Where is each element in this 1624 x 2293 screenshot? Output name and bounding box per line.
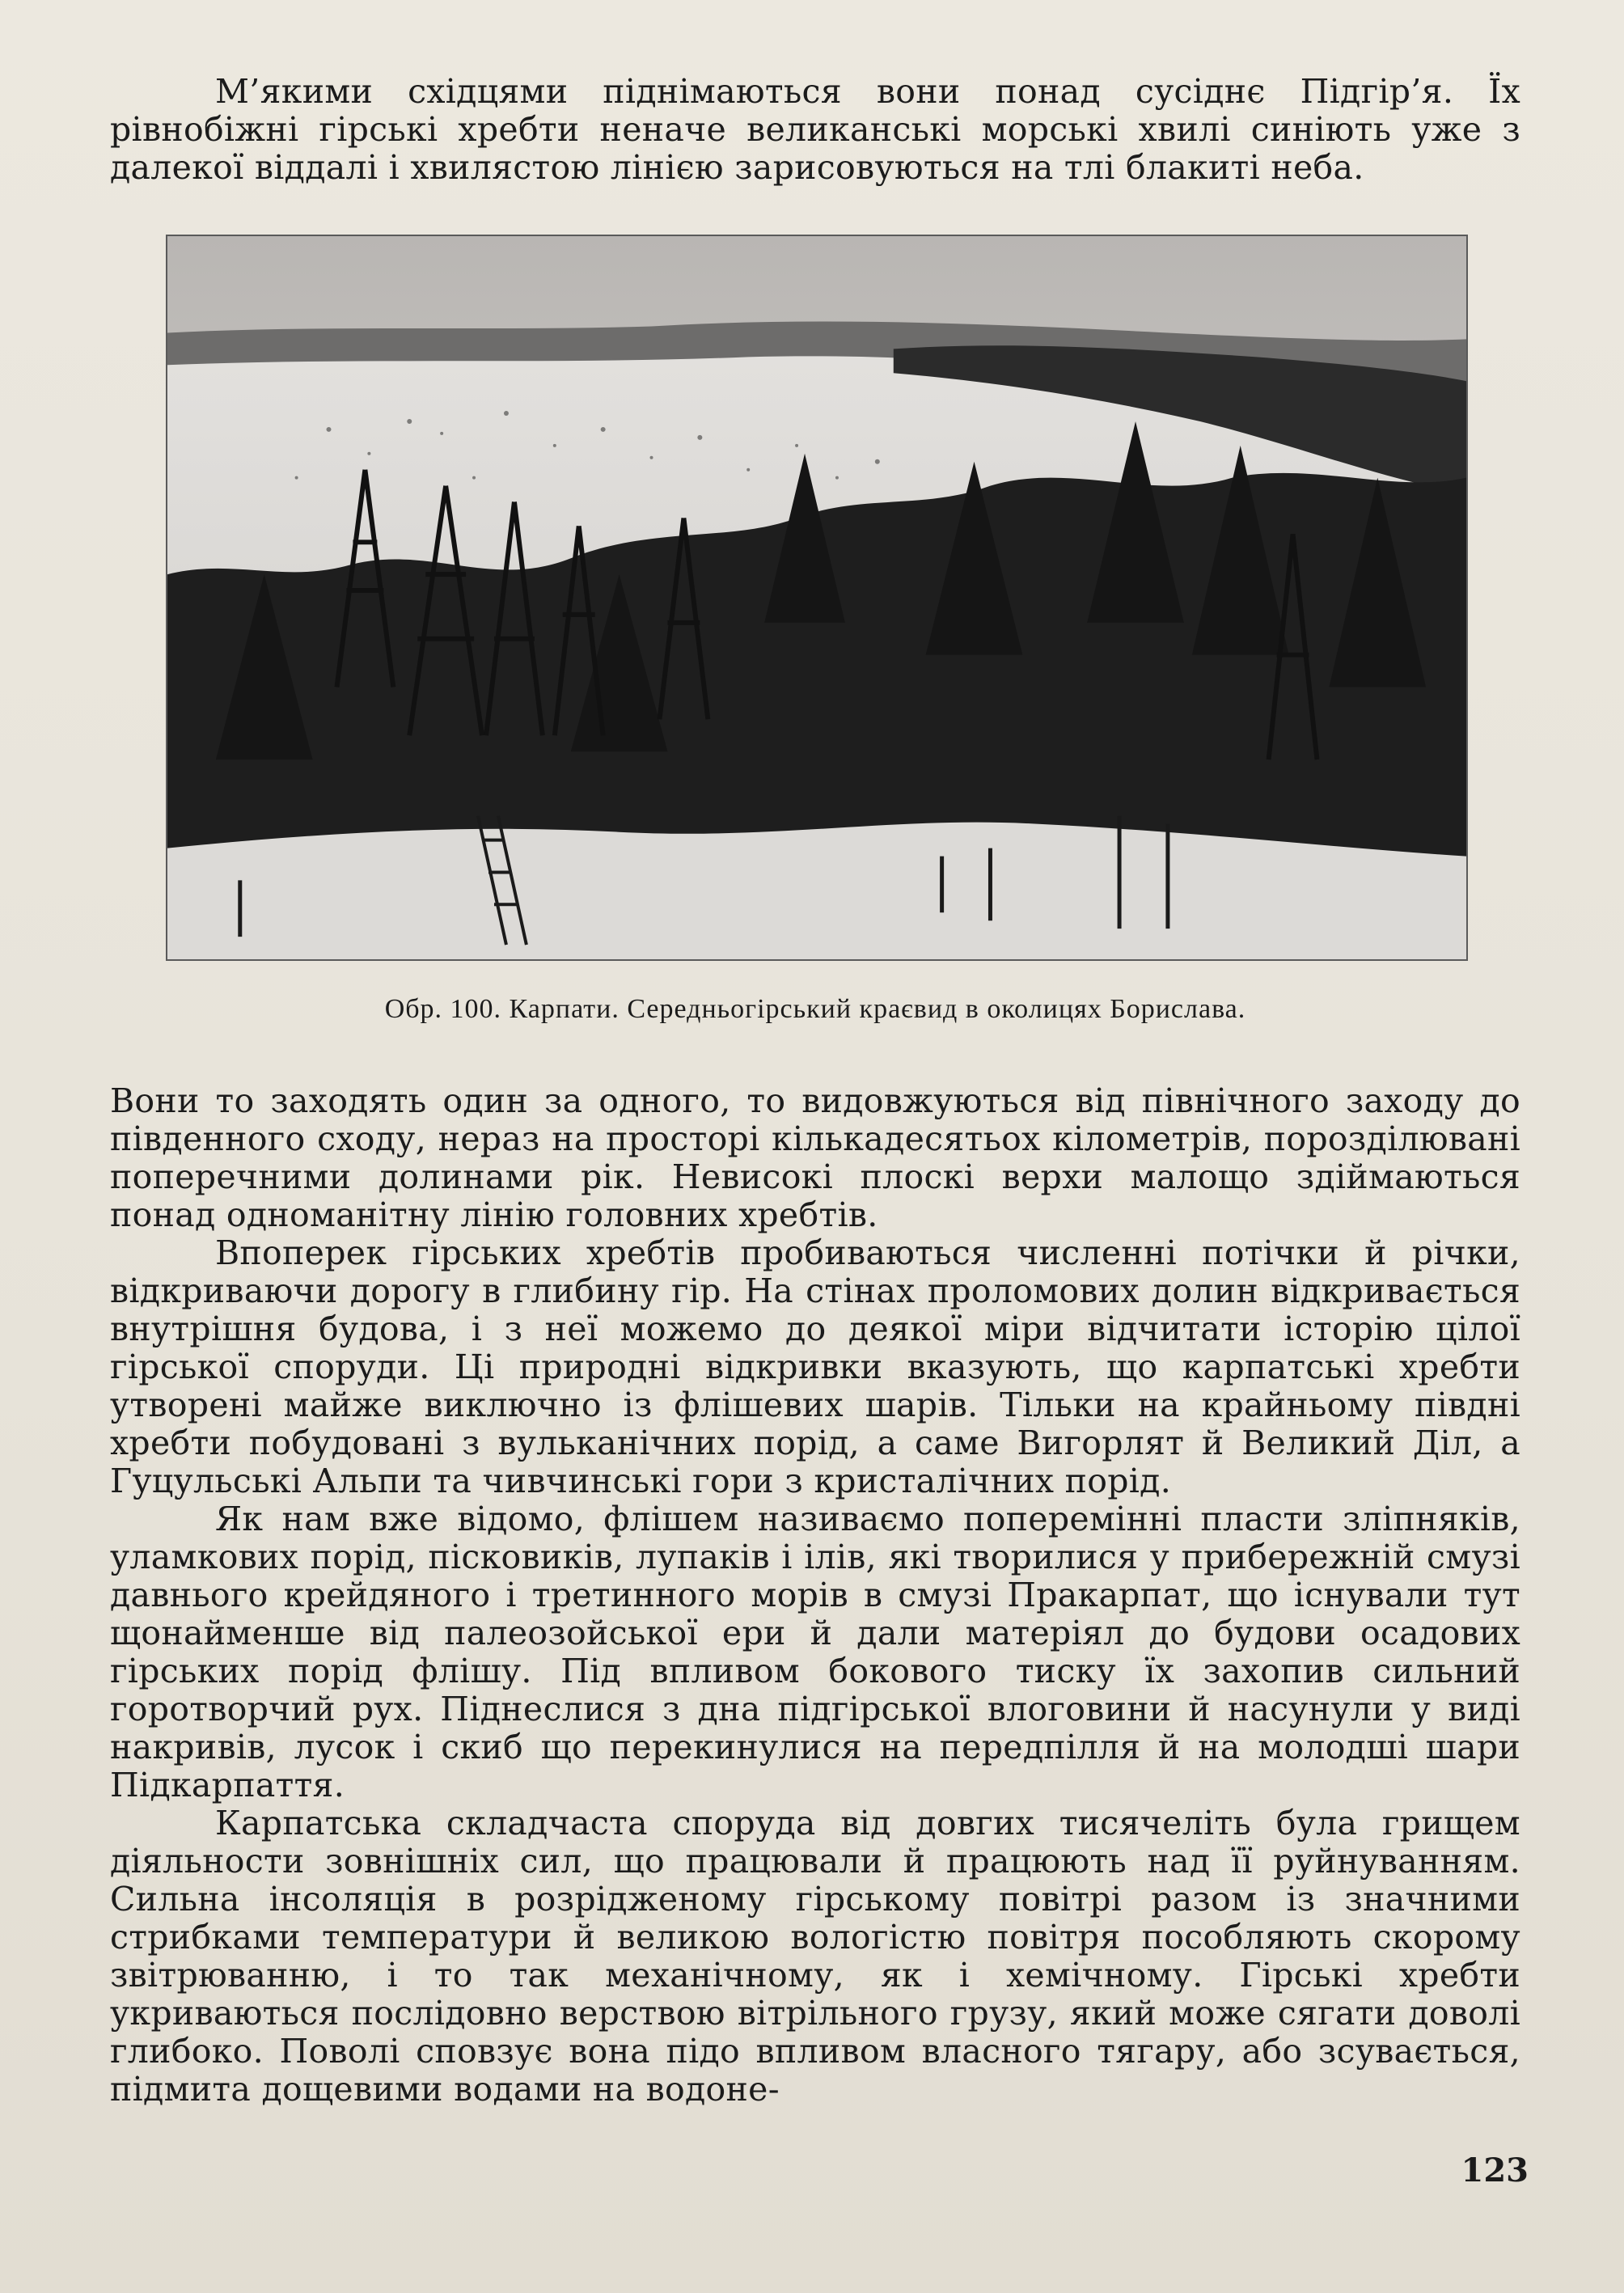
- figure-photo: [166, 235, 1468, 961]
- top-paragraph: М’якими східцями піднімаються вони понад сусіднє Підгір’я. Їх рівнобіжні гірські хребти неначе великанські морські хвилі синіють уже з далекої віддалі і хвилястою лінією зарисовуються на тлі блакиті неба.: [110, 72, 1520, 187]
- body-paragraph-3: Як нам вже відомо, флішем називаємо поперемінні пласти зліпняків, уламкових порід, пісковиків, лупаків і ілів, які творилися у прибережній смузі давнього крейдяного і третинного морів в смузі Пракарпат, що існували тут щонайменше від палеозойської ери й дали матеріял до будови осадових гірських порід флішу. Під впливом бокового тиску їх захопив сильний горотворчий рух. Піднеслися з дна підгірської влоговини й насунули у виді накривів, лусок і скиб що перекинулися на передпілля й на молодші шари Підкарпаття.: [110, 1500, 1520, 1804]
- body-text-block: [110, 1082, 1520, 2109]
- body-paragraph-4: Карпатська складчаста споруда від довгих тисячеліть була грищем діяльности зовнішніх сил, що працювали й працюють над її руйнуванням. Сильна інсоляція в розрідженому гірському повітрі разом із значними стрибками температури й великою вологістю повітря пособляють скорому звітрюванню, і то так механічному, як і хемічному. Гірські хребти укриваються послідовно верствою вітрільного грузу, який може сягати доволі глибоко. Поволі сповзує вона підо впливом власного тягару, або зсувається, підмита дощевими водами на водоне-: [110, 1804, 1520, 2109]
- top-text-block: [110, 73, 1520, 187]
- carpathian-landscape-photo: [167, 236, 1466, 959]
- body-paragraph-2: Впоперек гірських хребтів пробиваються численні потічки й річки, відкриваючи дорогу в глибину гір. На стінах проломових долин відкривається внутрішня будова, і з неї можемо до деякої міри відчитати історію цілої гірської споруди. Ці природні відкривки вказують, що карпатські хребти утворені майже виключно із флішевих шарів. Тільки на крайньому півдні хребти побудовані з вульканічних порід, а саме Вигорлят й Великий Діл, а Гуцульські Альпи та чивчинські гори з кристалічних порід.: [110, 1233, 1520, 1500]
- page-number: 123: [1461, 2151, 1529, 2189]
- body-paragraph-1: Вони то заходять один за одного, то видовжуються від північного заходу до південного сходу, нераз на просторі кількадесятьох кілометрів, порозділювані поперечними долинами рік. Невисокі плоскі верхи малощо здіймаються понад одноманітну лінію головних хребтів.: [110, 1081, 1520, 1234]
- figure-caption: Обр. 100. Карпати. Середньогірський краєвид в околицях Борислава.: [384, 994, 1246, 1024]
